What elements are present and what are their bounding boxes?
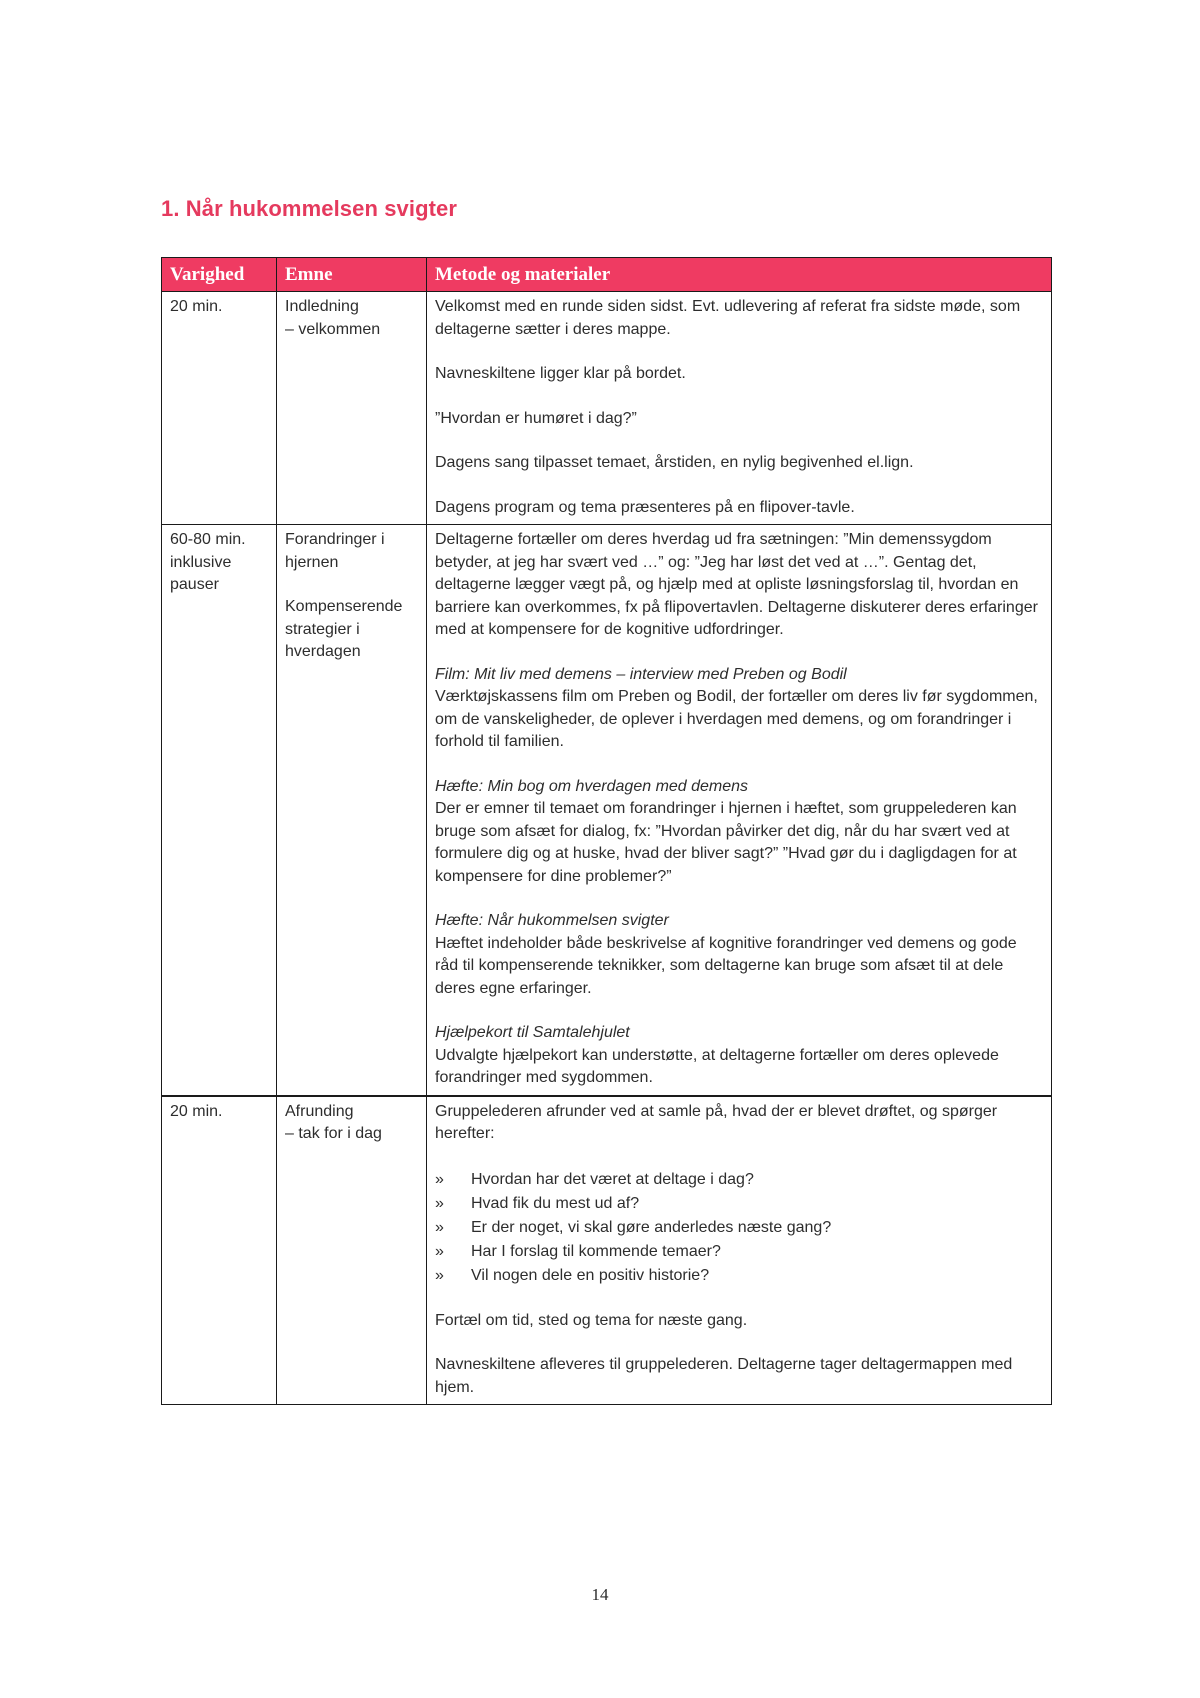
method-cell	[427, 292, 1052, 525]
bullet-marker: »	[435, 1242, 444, 1260]
list-item	[435, 1240, 1044, 1264]
method-intro: Deltagerne fortæller om deres hverdag ud fra sætningen: ”Min demenssygdom betyder, at jeg har svært ved …” og: ”Jeg har løst det ved at …”. Gentag det, deltagerne lægger vægt på, og hjælp med at opliste løsningsforslag til, hvordan en barriere kan overkommes, fx på flipovertavlen. Deltagerne diskuterer deres erfaringer med at kompensere for de kognitive udfordringer.	[435, 531, 1038, 638]
bullet-marker: »	[435, 1194, 444, 1212]
header-method: Metode og materialer	[427, 258, 1052, 292]
page-number: 14	[591, 1585, 609, 1604]
list-item	[435, 1192, 1044, 1216]
closing-paragraph: Fortæl om tid, sted og tema for næste gang.	[435, 1311, 748, 1329]
bullet-marker: »	[435, 1170, 444, 1188]
topic-text: Afrunding	[285, 1102, 354, 1120]
method-paragraph: Dagens sang tilpasset temaet, årstiden, en nylig begivenhed el.lign.	[435, 454, 914, 471]
list-item	[435, 1216, 1044, 1240]
header-duration: Varighed	[162, 258, 277, 292]
topic-text: hjernen	[285, 553, 339, 571]
list-item	[435, 1264, 1044, 1288]
duration-text: 60-80 min.	[170, 531, 246, 548]
topic-cell	[277, 525, 427, 1096]
question-text: Vil nogen dele en positiv historie?	[471, 1266, 710, 1284]
method-paragraph: Velkomst med en runde siden sidst. Evt. udlevering af referat fra sidste møde, som deltagerne sætter i deres mappe.	[435, 298, 1021, 338]
material-text: Værktøjskassens film om Preben og Bodil, der fortæller om deres liv før sygdommen, om de vanskeligheder, de oplever i hverdagen med demens, og om forandringer i forhold til familien.	[435, 688, 1038, 750]
method-cell	[427, 1096, 1052, 1405]
method-paragraph: Navneskiltene ligger klar på bordet.	[435, 365, 686, 382]
bullet-marker: »	[435, 1266, 444, 1284]
topic-cell	[277, 1096, 427, 1405]
topic-text: strategier i	[285, 620, 360, 638]
page-title: 1. Når hukommelsen svigter	[161, 196, 458, 221]
table-row	[162, 525, 1052, 1096]
material-title: Film: Mit liv med demens – interview med Preben og Bodil	[435, 665, 847, 683]
method-intro: Gruppelederen afrunder ved at samle på, hvad der er blevet drøftet, og spørger herefter:	[435, 1102, 998, 1142]
topic-text: hverdagen	[285, 643, 361, 660]
topic-subtext: – tak for i dag	[285, 1125, 382, 1142]
table-row	[162, 1096, 1052, 1405]
material-title: Hæfte: Når hukommelsen svigter	[435, 912, 669, 929]
session-table	[161, 257, 1052, 1405]
bullet-marker: »	[435, 1218, 444, 1236]
material-title: Hæfte: Min bog om hverdagen med demens	[435, 777, 749, 795]
material-block	[435, 664, 1044, 754]
material-text: Der er emner til temaet om forandringer i hjernen i hæftet, som gruppelederen kan bruge som afsæt for dialog, fx: ”Hvordan påvirker det dig, når du har svært ved at formulere dig og at huske, hvad der bliver sagt?” ”Hvad gør du i dagligdagen for at kompensere for dine problemer?”	[435, 800, 1017, 885]
question-text: Har I forslag til kommende temaer?	[471, 1242, 721, 1260]
duration-cell	[162, 1096, 277, 1405]
question-text: Hvad fik du mest ud af?	[471, 1194, 640, 1212]
duration-cell	[162, 292, 277, 525]
duration-text: 20 min.	[170, 1102, 223, 1120]
header-topic: Emne	[277, 258, 427, 292]
method-cell	[427, 525, 1052, 1096]
material-text: Hæftet indeholder både beskrivelse af kognitive forandringer ved demens og gode råd til kompenserende teknikker, som deltagerne kan bruge som afsæt til at dele deres egne erfaringer.	[435, 934, 1017, 997]
topic-text: Kompenserende	[285, 598, 403, 615]
material-block	[435, 910, 1044, 1000]
method-paragraph: ”Hvordan er humøret i dag?”	[435, 409, 637, 427]
table-row	[162, 292, 1052, 525]
topic-cell	[277, 292, 427, 525]
list-item	[435, 1168, 1044, 1192]
method-paragraph: Dagens program og tema præsenteres på en flipover-tavle.	[435, 498, 855, 516]
table-header-row	[162, 258, 1052, 292]
topic-text: Forandringer i	[285, 531, 385, 548]
duration-text: inklusive	[170, 553, 232, 571]
material-block	[435, 1022, 1044, 1090]
closing-paragraph: Navneskiltene afleveres til gruppelederen. Deltagerne tager deltagermappen med hjem.	[435, 1356, 1013, 1396]
question-text: Hvordan har det været at deltage i dag?	[471, 1170, 754, 1188]
duration-text: pauser	[170, 576, 219, 593]
question-list	[435, 1168, 1044, 1288]
material-title: Hjælpekort til Samtalehjulet	[435, 1024, 630, 1041]
material-text: Udvalgte hjælpekort kan understøtte, at deltagerne fortæller om deres oplevede forandringer med sygdommen.	[435, 1046, 999, 1086]
topic-text: Indledning	[285, 298, 359, 315]
duration-text: 20 min.	[170, 298, 223, 315]
question-text: Er der noget, vi skal gøre anderledes næste gang?	[471, 1218, 832, 1236]
material-block	[435, 776, 1044, 889]
duration-cell	[162, 525, 277, 1096]
topic-subtext: – velkommen	[285, 320, 381, 338]
